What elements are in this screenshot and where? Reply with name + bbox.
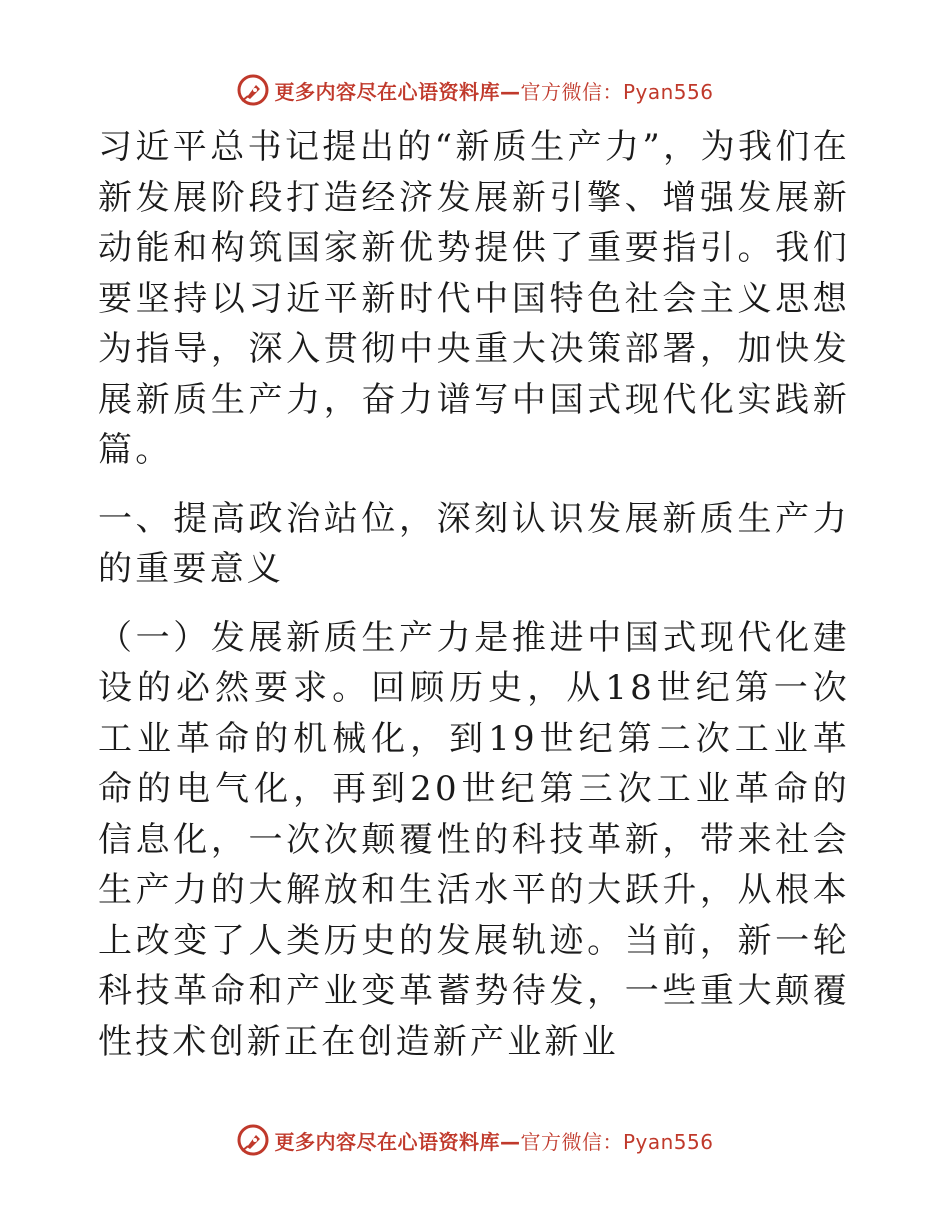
watermark-text: 更多内容尽在心语资料库— — [274, 79, 521, 104]
watermark-text: 更多内容尽在心语资料库— — [274, 1129, 521, 1154]
watermark-contact: 官方微信：Pyan556 — [520, 79, 714, 104]
subsection-paragraph: （一）发展新质生产力是推进中国式现代化建设的必然要求。回顾历史，从18世纪第一次工业革命的机械化，到19世纪第二次工业革命的电气化，再到20世纪第三次工业革命的信息化，一次次颠覆性的科技革新，带来社会生产力的大解放和生活水平的大跃升，从根本上改变了人类历史的发展轨迹。当前，新一轮科技革命和产业变革蓄势待发，一些重大颠覆性技术创新正在创造新产业新业 — [98, 617, 850, 1062]
header-watermark — [0, 70, 950, 110]
pen-nib-circle-icon — [236, 73, 270, 107]
intro-paragraph: 习近平总书记提出的“新质生产力”，为我们在新发展阶段打造经济发展新引擎、增强发展新动能和构筑国家新优势提供了重要指引。我们要坚持以习近平新时代中国特色社会主义思想为指导，深入贯彻中央重大决策部署，加快发展新质生产力，奋力谱写中国式现代化实践新篇。 — [98, 127, 850, 470]
watermark-contact: 官方微信：Pyan556 — [520, 1129, 714, 1154]
document-body — [98, 122, 850, 1067]
section-heading: 一、提高政治站位，深刻认识发展新质生产力的重要意义 — [98, 498, 850, 589]
pen-nib-circle-icon — [236, 1123, 270, 1157]
footer-watermark — [0, 1120, 950, 1160]
